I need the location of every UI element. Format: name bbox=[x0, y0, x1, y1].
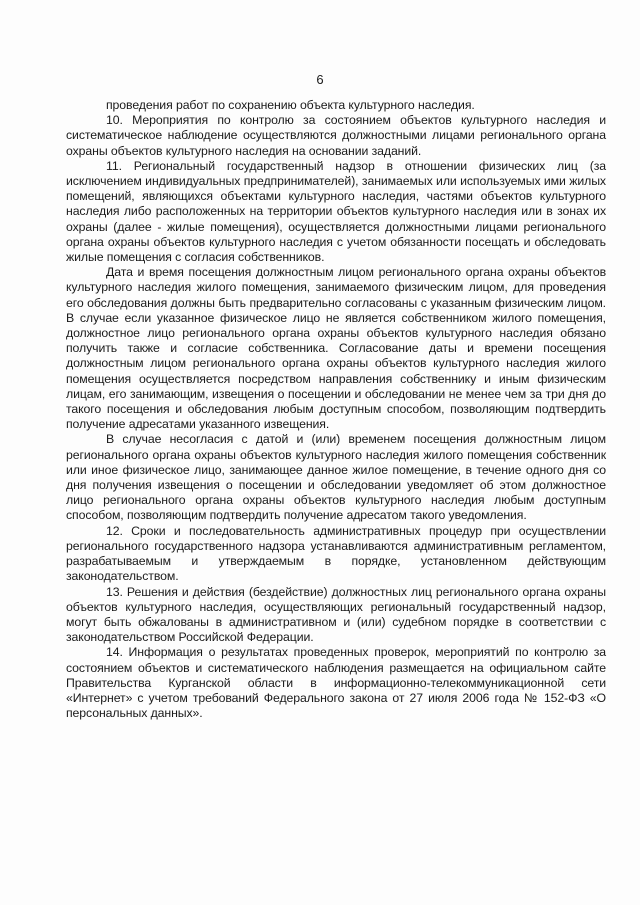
paragraph-13: 13. Решения и действия (бездействие) должностных лиц регионального органа охраны объектов культурного наследия, осуществляющих региональный государственный надзор, могут быть обжалованы в административном и (или) судебном порядке в соответствии с законодательством Российской Федерации. bbox=[66, 584, 606, 645]
paragraph-continuation: проведения работ по сохранению объекта культурного наследия. bbox=[106, 98, 475, 112]
paragraph-11-visit-date: Дата и время посещения должностным лицом регионального органа охраны объектов культурного наследия жилого помещения, занимаемого физическим лицом, для проведения его обследования должны быть предварительно согласованы с указанным физическим лицом. В случае если указанное физическое лицо не является собственником жилого помещения, должностное лицо регионального органа охраны объектов культурного наследия обязано получить также и согласие собственника. Согласование даты и времени посещения должностным лицом регионального органа охраны объектов культурного наследия жилого помещения осуществляется посредством направления собственнику и иным физическим лицам, его занимающим, извещения о посещении и обследовании не менее чем за три дня до такого посещения и обследования любым доступным способом, позволяющим подтвердить получение адресатами указанного извещения. bbox=[66, 265, 606, 432]
paragraph-12: 12. Сроки и последовательность административных процедур при осуществлении регионального государственного надзора устанавливаются административным регламентом, разрабатываемым и утверждаемым в порядке, установленном действующим законодательством. bbox=[66, 523, 606, 584]
paragraph-11-disagreement: В случае несогласия с датой и (или) временем посещения должностным лицом регионального органа охраны объектов культурного наследия жилого помещения собственник или иное физическое лицо, занимающее данное жилое помещение, в течение одного дня со дня получения извещения о посещении и обследовании уведомляет об этом должностное лицо регионального органа охраны объектов культурного наследия любым доступным способом, позволяющим подтвердить получение адресатом такого уведомления. bbox=[66, 432, 606, 523]
paragraph-10: 10. Мероприятия по контролю за состоянием объектов культурного наследия и систематическое наблюдение осуществляются должностными лицами регионального органа охраны объектов культурного наследия на основании заданий. bbox=[66, 113, 606, 158]
document-body bbox=[66, 98, 606, 721]
paragraph-14: 14. Информация о результатах проведенных проверок, мероприятий по контролю за состоянием объектов и систематического наблюдения размещается на официальном сайте Правительства Курганской области в информационно-телекоммуникационной сети «Интернет» с учетом требований Федерального закона от 27 июля 2006 года № 152-ФЗ «О персональных данных». bbox=[66, 645, 606, 721]
page-number: 6 bbox=[316, 72, 324, 87]
paragraph-11: 11. Региональный государственный надзор в отношении физических лиц (за исключением индивидуальных предпринимателей), занимаемых или используемых ими жилых помещений, являющихся объектами культурного наследия, частями объектов культурного наследия либо расположенных на территории объектов культурного наследия или в зонах их охраны (далее - жилые помещения), осуществляется должностными лицами регионального органа охраны объектов культурного наследия с учетом обязанности посещать и обследовать жилые помещения с согласия собственников. bbox=[66, 158, 606, 265]
